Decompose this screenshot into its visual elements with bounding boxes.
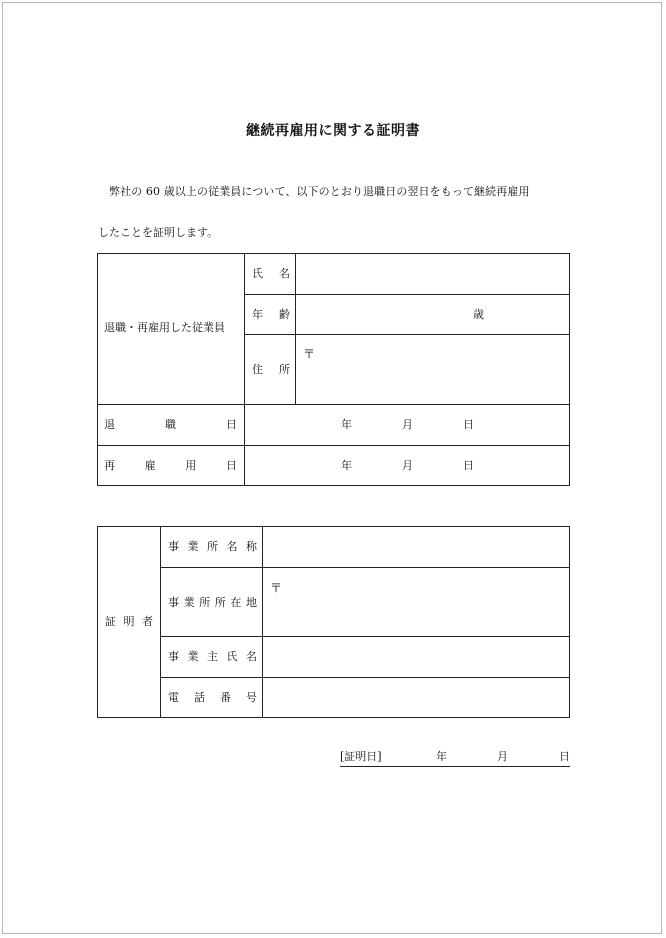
age-unit-label: 歳 <box>473 308 484 321</box>
intro-text-line-2: したことを証明します。 <box>98 226 219 239</box>
business-address-field[interactable] <box>286 582 562 628</box>
retirement-month-unit: 月 <box>402 418 413 431</box>
employee-address-label: 住 所 <box>252 363 290 376</box>
certification-date-label: [証明日] <box>340 750 382 763</box>
employee-age-field[interactable] <box>303 308 463 326</box>
certification-day-unit: 日 <box>559 750 570 763</box>
owner-name-label: 事 業 主 氏 名 <box>168 650 257 663</box>
phone-field[interactable] <box>270 691 562 709</box>
certification-date-line <box>340 750 570 766</box>
owner-name-field[interactable] <box>270 650 562 668</box>
employee-group-label: 退職・再雇用した従業員 <box>104 321 225 334</box>
intro-text-line-1: 弊社の 60 歳以上の従業員について、以下のとおり退職日の翌日をもって継続再雇用 <box>109 185 530 198</box>
employee-address-field[interactable] <box>319 348 559 396</box>
business-address-label: 事 業 所 所 在 地 <box>168 596 257 609</box>
business-name-field[interactable] <box>270 540 562 558</box>
business-postal-mark-icon: 〒 <box>270 581 283 595</box>
reemployment-month-unit: 月 <box>402 459 413 472</box>
certifier-group-label: 証 明 者 <box>105 615 153 628</box>
certification-year-unit: 年 <box>436 750 447 763</box>
certification-month-unit: 月 <box>497 750 508 763</box>
employee-age-label: 年 齢 <box>252 308 290 321</box>
employee-postal-mark-icon: 〒 <box>303 347 316 361</box>
reemployment-date-label: 再 雇 用 日 <box>104 459 237 472</box>
document-page <box>2 2 662 934</box>
phone-label: 電 話 番 号 <box>168 691 257 704</box>
document-title: 継続再雇用に関する証明書 <box>246 123 420 139</box>
retirement-day-unit: 日 <box>463 418 474 431</box>
retirement-year-unit: 年 <box>341 418 352 431</box>
business-name-label: 事 業 所 名 称 <box>168 540 257 553</box>
employee-name-field[interactable] <box>303 267 563 285</box>
reemployment-day-unit: 日 <box>463 459 474 472</box>
certification-date-underline <box>340 766 570 767</box>
employee-name-label: 氏 名 <box>252 267 290 280</box>
reemployment-year-unit: 年 <box>341 459 352 472</box>
retirement-date-label: 退 職 日 <box>104 418 237 431</box>
